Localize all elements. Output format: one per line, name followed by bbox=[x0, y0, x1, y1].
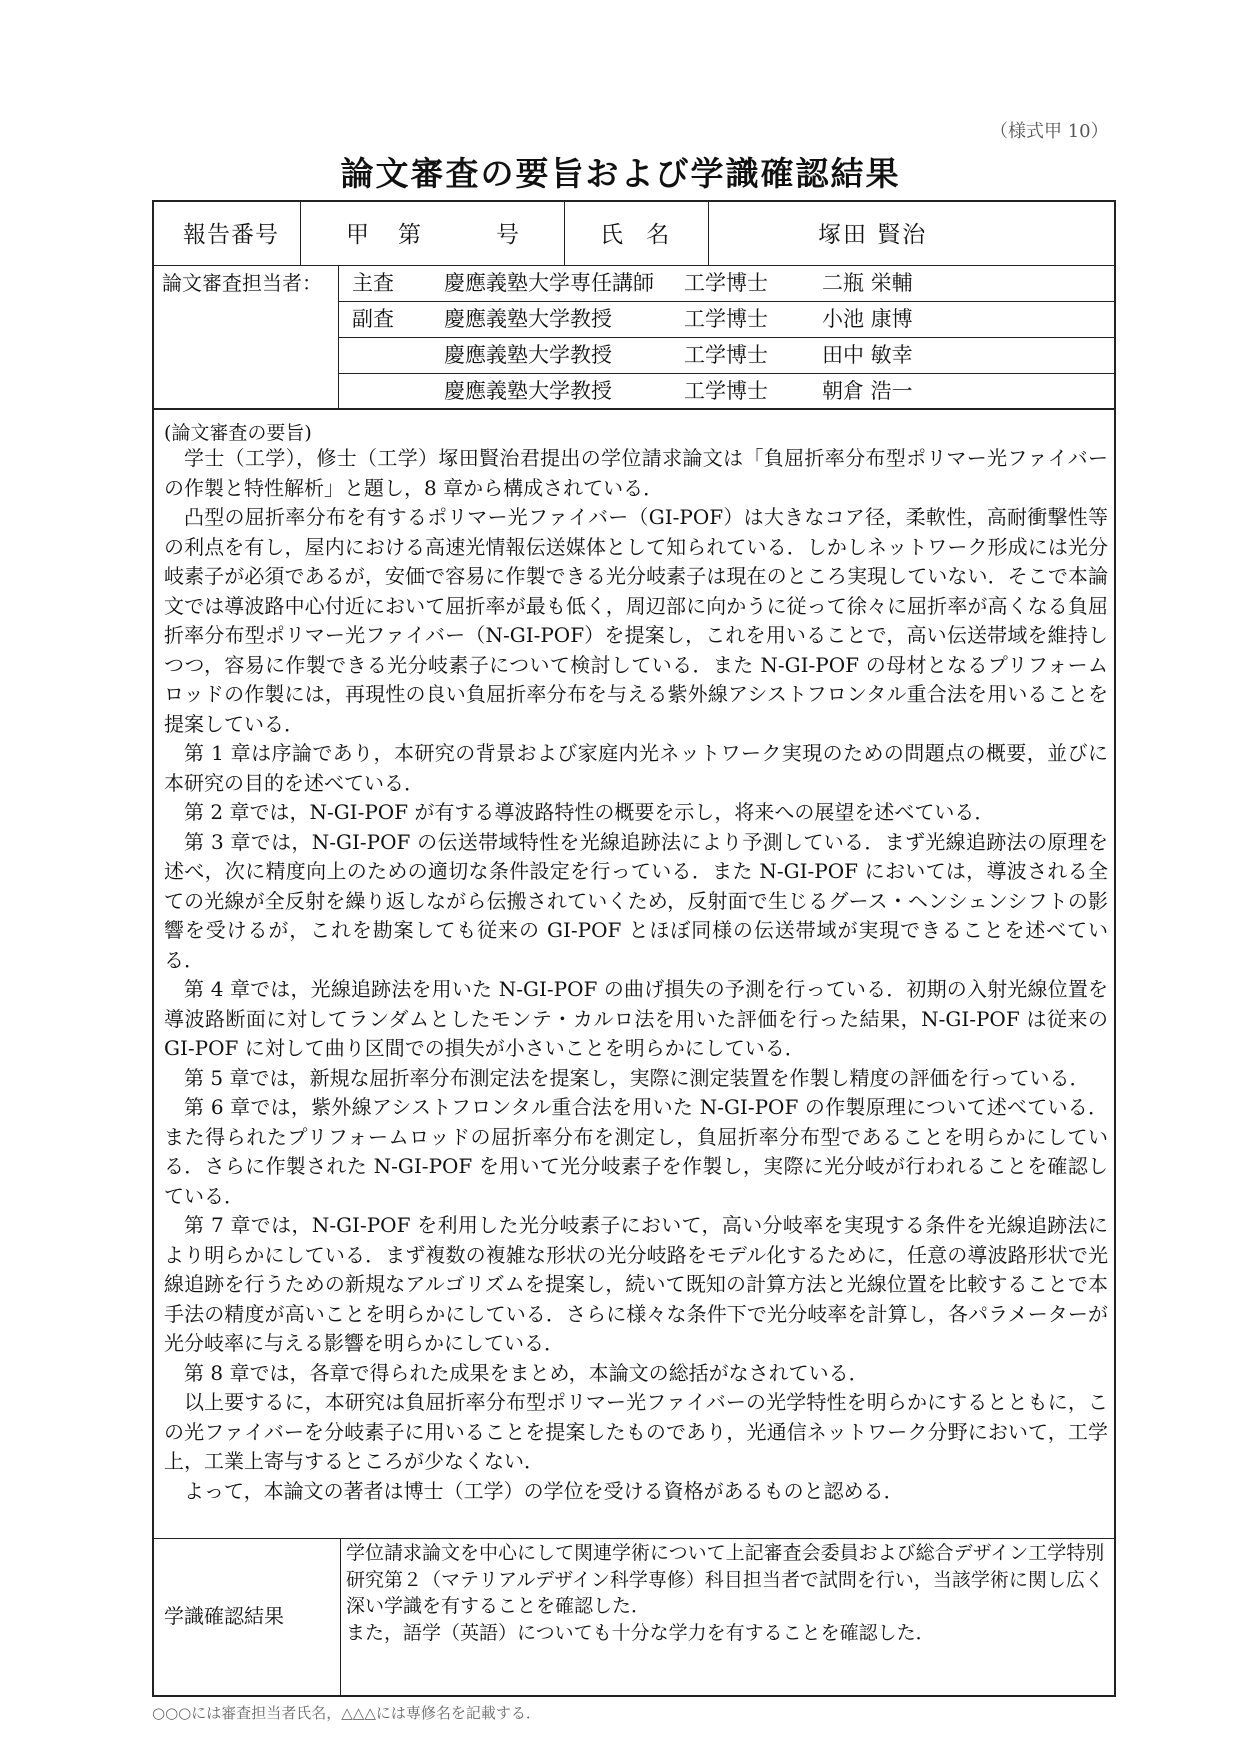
summary-paragraph: 第 3 章では，N-GI-POF の伝送帯域特性を光線追跡法により予測している．まず光線追跡法の原理を述べ，次に精度向上のための適切な条件設定を行っている．また N-GI-POF においては，導波される全ての光線が全反射を繰り返しながら伝搬されていくため，反射面で生じるグース・ヘンシェンシフトの影響を受けるが，これを勘案しても従来の GI-POF とほぼ同様の伝送帯域が実現できることを述べている． bbox=[164, 829, 1108, 972]
examiner-role: 副査 bbox=[352, 307, 394, 331]
examiner-role: 主査 bbox=[352, 271, 394, 295]
examiner-name: 朝倉 浩一 bbox=[822, 379, 913, 403]
divider bbox=[338, 301, 1116, 302]
result-label: 学識確認結果 bbox=[164, 1604, 284, 1628]
divider bbox=[340, 1538, 341, 1697]
summary-paragraph: 第 6 章では，紫外線アシストフロンタル重合法を用いた N-GI-POF の作製原理について述べている．また得られたプリフォームロッドの屈折率分布を測定し，負屈折率分布型であることを明らかにしている．さらに作製された N-GI-POF を用いて光分岐素子を作製し，実際に光分岐が行われることを確認している． bbox=[164, 1095, 1108, 1208]
summary-paragraph: 第 2 章では，N-GI-POF が有する導波路特性の概要を示し，将来への展望を述べている． bbox=[184, 800, 995, 824]
divider bbox=[152, 265, 1116, 266]
examiner-degree: 工学博士 bbox=[684, 343, 768, 367]
summary-paragraph: 第 7 章では，N-GI-POF を利用した光分岐素子において，高い分岐率を実現する条件を光線追跡法により明らかにしている．まず複数の複雑な形状の光分岐路をモデル化するために，任意の導波路形状で光線追跡を行うための新規なアルゴリズムを提案し，続いて既知の計算方法と光線位置を比較することで本手法の精度が高いことを明らかにしている．さらに様々な条件下で光分岐率を計算し，各パラメーターが光分岐率に与える影響を明らかにしている． bbox=[164, 1213, 1108, 1355]
summary-label: (論文審査の要旨) bbox=[164, 422, 312, 444]
summary-paragraph: 凸型の屈折率分布を有するポリマー光ファイバー（GI-POF）は大きなコア径，柔軟性，高耐衝撃性等の利点を有し，屋内における高速光情報伝送媒体として知られている．しかしネットワーク形成には光分岐素子が必須であるが，安価で容易に作製できる光分岐素子は現在のところ実現していない．そこで本論文では導波路中心付近において屈折率が最も低く，周辺部に向かうに従って徐々に屈折率が高くなる負屈折率分布型ポリマー光ファイバー（N-GI-POF）を提案し，これを用いることで，高い伝送帯域を維持しつつ，容易に作製できる光分岐素子について検討している．また N-GI-POF の母材となるプリフォームロッドの作製には，再現性の良い負屈折率分布を与える紫外線アシストフロンタル重合法を用いることを提案している． bbox=[164, 505, 1108, 736]
divider bbox=[338, 337, 1116, 338]
result-body bbox=[346, 1540, 1112, 1646]
divider bbox=[564, 200, 565, 265]
examiner-affiliation: 慶應義塾大学専任講師 bbox=[444, 271, 654, 295]
summary-paragraph: よって，本論文の著者は博士（工学）の学位を受ける資格があるものと認める． bbox=[184, 1478, 904, 1503]
divider bbox=[152, 1538, 1116, 1539]
examiner-name: 田中 敏幸 bbox=[822, 343, 913, 367]
summary-paragraph: 第 5 章では，新規な屈折率分布測定法を提案し，実際に測定装置を作製し精度の評価を行っている． bbox=[184, 1065, 1090, 1090]
report-number-mid: 第 bbox=[398, 222, 421, 248]
divider bbox=[300, 200, 301, 265]
examiner-name: 小池 康博 bbox=[822, 307, 913, 331]
summary-paragraph: 第 4 章では，光線追跡法を用いた N-GI-POF の曲げ損失の予測を行っている．初期の入射光線位置を導波路断面に対してランダムとしたモンテ・カルロ法を用いた評価を行った結果，N-GI-POF は従来の GI-POF に対して曲り区間での損失が小さいことを明らかにしている． bbox=[164, 977, 1108, 1060]
result-line: また，語学（英語）についても十分な学力を有することを確認した． bbox=[346, 1621, 935, 1644]
divider bbox=[708, 200, 709, 265]
footnote: ○○○には審査担当者氏名，△△△には専修名を記載する． bbox=[152, 1704, 541, 1722]
form-number: （様式甲 10） bbox=[990, 121, 1109, 142]
examiner-name: 二瓶 栄輔 bbox=[822, 271, 913, 295]
document-title: 論文審査の要旨および学識確認結果 bbox=[340, 154, 901, 193]
name-label: 氏 名 bbox=[600, 222, 678, 248]
report-number-suffix: 号 bbox=[496, 222, 519, 248]
name-value: 塚田 賢治 bbox=[818, 222, 928, 248]
examiner-degree: 工学博士 bbox=[684, 271, 768, 295]
examiner-affiliation: 慶應義塾大学教授 bbox=[444, 343, 612, 367]
examiner-degree: 工学博士 bbox=[684, 307, 768, 331]
divider bbox=[152, 408, 1116, 410]
result-line: 学位請求論文を中心にして関連学術について上記審査会委員および総合デザイン工学特別研究第２（マテリアルデザイン科学専修）科目担当者で試問を行い，当該学術に関し広く深い学識を有することを確認した． bbox=[346, 1542, 1105, 1617]
divider bbox=[338, 373, 1116, 374]
summary-paragraph: 学士（工学），修士（工学）塚田賢治君提出の学位請求論文は「負屈折率分布型ポリマー光ファイバーの作製と特性解析」と題し，8 章から構成されている． bbox=[164, 446, 1108, 500]
examiner-affiliation: 慶應義塾大学教授 bbox=[444, 379, 612, 403]
summary-paragraph: 第 1 章は序論であり，本研究の背景および家庭内光ネットワーク実現のための問題点の概要，並びに本研究の目的を述べている． bbox=[164, 741, 1108, 795]
report-number-label: 報告番号 bbox=[183, 222, 279, 248]
examiner-affiliation: 慶應義塾大学教授 bbox=[444, 307, 612, 331]
report-number-prefix: 甲 bbox=[346, 222, 369, 248]
summary-paragraph: 第 8 章では，各章で得られた成果をまとめ，本論文の総括がなされている． bbox=[184, 1360, 869, 1385]
examiners-label: 論文審査担当者： bbox=[162, 271, 322, 295]
divider bbox=[338, 265, 339, 408]
summary-body bbox=[164, 444, 1108, 1506]
examiner-degree: 工学博士 bbox=[684, 379, 768, 403]
summary-paragraph: 以上要するに，本研究は負屈折率分布型ポリマー光ファイバーの光学特性を明らかにするとともに，この光ファイバーを分岐素子に用いることを提案したものであり，光通信ネットワーク分野において，工学上，工業上寄与するところが少なくない． bbox=[164, 1390, 1108, 1473]
